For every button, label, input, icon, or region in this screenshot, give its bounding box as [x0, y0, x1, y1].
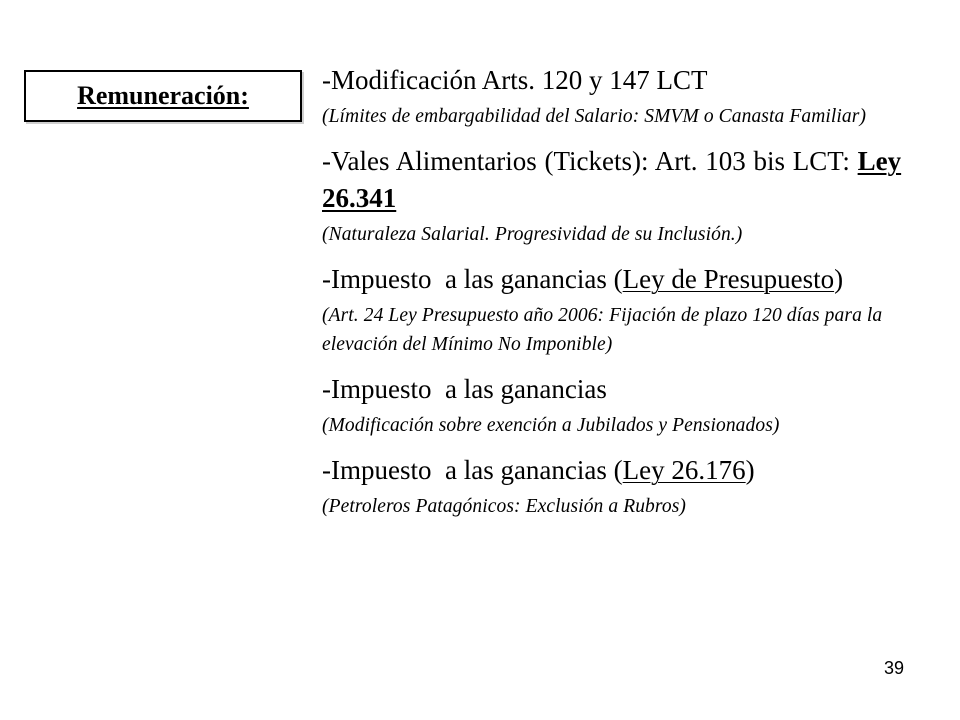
item-heading-suffix: ) [834, 264, 844, 294]
list-item [322, 261, 946, 359]
content-list [322, 62, 946, 521]
list-item [322, 371, 946, 440]
item-note: (Art. 24 Ley Presupuesto año 2006: Fijación de plazo 120 días para la elevación del Mínimo No Imponible) [322, 305, 883, 355]
section-label-box [24, 70, 302, 122]
item-heading [322, 452, 946, 489]
item-note: (Petroleros Patagónicos: Exclusión a Rubros) [322, 496, 687, 517]
item-note: (Modificación sobre exención a Jubilados y Pensionados) [322, 415, 780, 436]
section-label: Remuneración: [77, 81, 249, 110]
item-heading-text: -Vales Alimentarios (Tickets): Art. 103 bis LCT: [322, 146, 858, 176]
list-item [322, 143, 946, 249]
law-reference-link[interactable]: Ley 26.341 [322, 146, 902, 213]
law-reference-link[interactable]: Ley 26.176 [622, 455, 746, 485]
item-heading-suffix: ) [745, 455, 755, 485]
item-heading [322, 261, 946, 298]
law-reference-link[interactable]: Ley de Presupuesto [622, 264, 835, 294]
list-item [322, 452, 946, 521]
item-note: (Naturaleza Salarial. Progresividad de su Inclusión.) [322, 224, 743, 245]
item-heading: -Impuesto a las ganancias [322, 374, 607, 404]
list-item [322, 62, 946, 131]
page-number: 39 [883, 658, 904, 678]
item-heading-text: -Impuesto a las ganancias ( [322, 455, 623, 485]
item-heading-text: -Impuesto a las ganancias ( [322, 264, 623, 294]
item-heading [322, 143, 946, 217]
item-note: (Límites de embargabilidad del Salario: SMVM o Canasta Familiar) [322, 106, 867, 127]
item-heading: -Modificación Arts. 120 y 147 LCT [322, 65, 708, 95]
